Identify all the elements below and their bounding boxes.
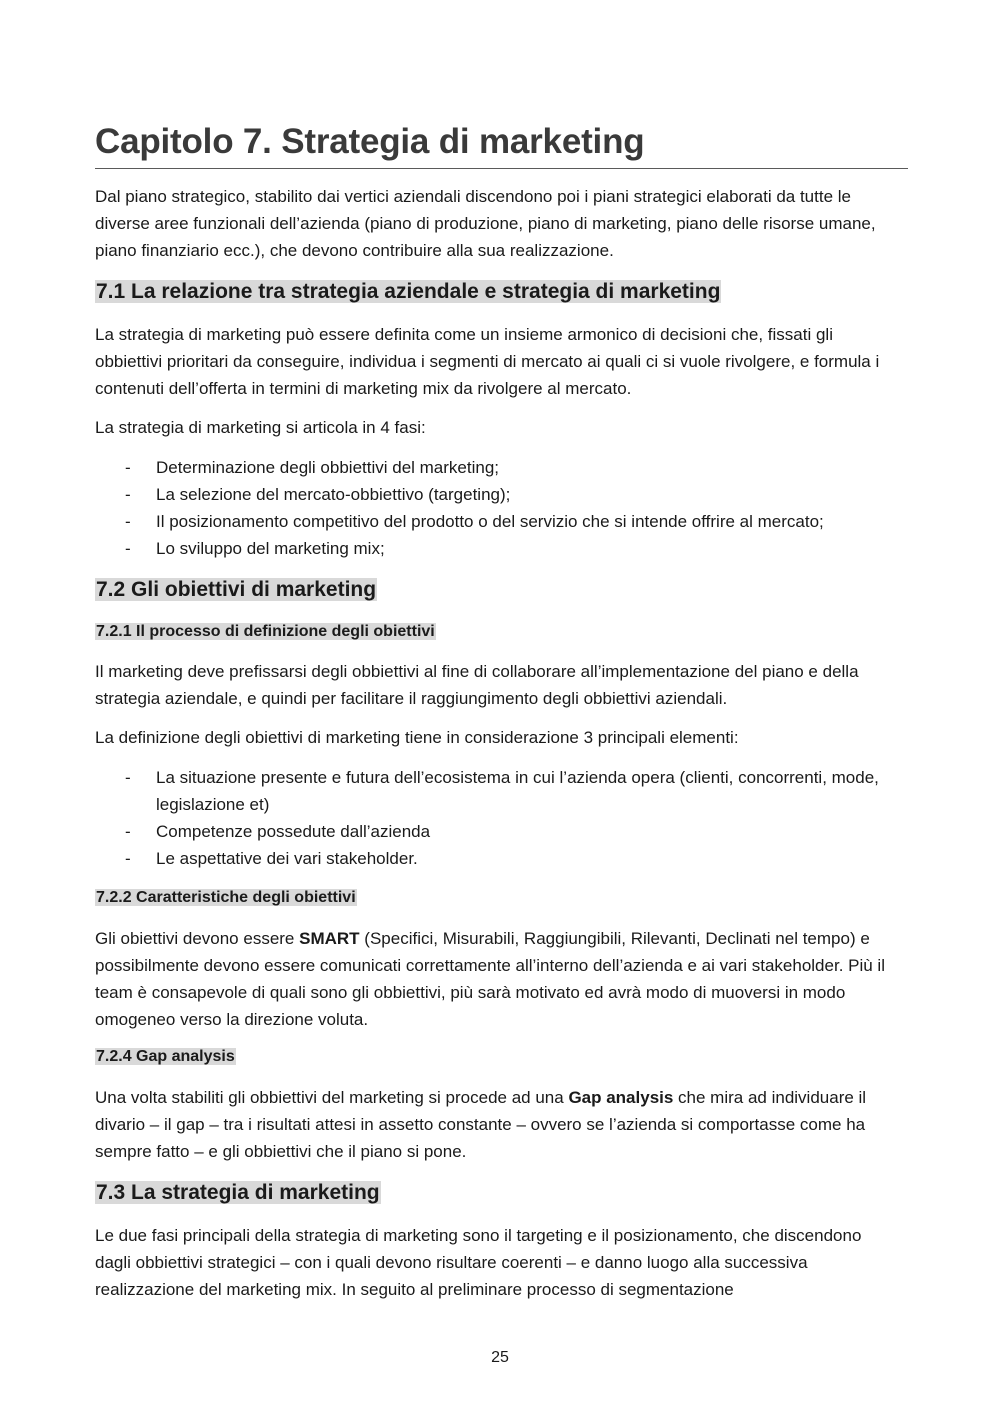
section-7-2-2-heading [95, 886, 357, 910]
list-bullet: - [125, 849, 131, 868]
intro-paragraph: Dal piano strategico, stabilito dai vertici aziendali discendono poi i piani strategici elaborati da tutte le diverse aree funzionali dell’azienda (piano di produzione, piano di marketing, piano delle risorse umane, piano finanziario ecc.), che devono contribuire alla sua realizzazione. [95, 187, 876, 260]
list-item [95, 454, 908, 481]
smart-term: SMART [299, 929, 360, 948]
section-7-1-heading-text: 7.1 La relazione tra strategia aziendale e strategia di marketing [96, 280, 721, 303]
list-item [95, 481, 908, 508]
list-bullet: - [125, 539, 131, 558]
objective-elements-list [95, 764, 908, 872]
section-7-1-heading [95, 278, 721, 306]
list-item [95, 818, 908, 845]
chapter-title: Capitolo 7. Strategia di marketing [95, 118, 908, 169]
list-item [95, 508, 908, 535]
smart-paragraph-start: Gli obiettivi devono essere [95, 929, 300, 948]
list-item-text: La selezione del mercato-obbiettivo (targeting); [156, 485, 511, 504]
list-item [95, 535, 908, 562]
list-bullet: - [125, 822, 131, 841]
list-bullet: - [125, 768, 131, 787]
list-bullet: - [125, 512, 131, 531]
section-7-3-heading-text: 7.3 La strategia di marketing [96, 1181, 380, 1204]
list-item [95, 764, 908, 818]
list-bullet: - [125, 458, 131, 477]
gap-analysis-term: Gap analysis [568, 1088, 674, 1107]
section-7-1-paragraph-2: La strategia di marketing si articola in 4 fasi: [95, 418, 426, 437]
gap-paragraph-end: che mira ad individuare il divario – il gap – tra i risultati attesi in assetto constante – ovvero se l’azienda si comportasse come ha sempre fatto – e gli obbiettivi che il piano si pone. [95, 1088, 867, 1161]
section-7-2-heading [95, 576, 377, 604]
section-7-2-1-heading-text: 7.2.1 Il processo di definizione degli obiettivi [96, 623, 435, 640]
section-7-2-1-paragraph-1: Il marketing deve prefissarsi degli obbiettivi al fine di collaborare all’implementazione del piano e della strategia aziendale, e quindi per facilitare il raggiungimento degli obbiettivi aziendali. [95, 662, 859, 708]
section-7-2-1-heading [95, 620, 436, 644]
list-bullet: - [125, 485, 131, 504]
list-item-text: Il posizionamento competitivo del prodotto o del servizio che si intende offrire al mercato; [156, 512, 824, 531]
section-7-2-4-heading-text: 7.2.4 Gap analysis [96, 1048, 235, 1065]
section-7-1-paragraph-1: La strategia di marketing può essere definita come un insieme armonico di decisioni che, fissati gli obbiettivi prioritari da conseguire, individua i segmenti di mercato ai quali ci si vuole rivolgere, e formula i contenuti dell’offerta in termini di marketing mix da rivolgere al mercato. [95, 325, 880, 398]
section-7-3-paragraph: Le due fasi principali della strategia di marketing sono il targeting e il posizionamento, che discendono dagli obbiettivi strategici – con i quali devono risultare coerenti – e danno luogo alla successiva realizzazione del marketing mix. In seguito al preliminare processo di segmentazione [95, 1226, 862, 1299]
section-7-2-heading-text: 7.2 Gli obiettivi di marketing [96, 578, 377, 601]
list-item-text: La situazione presente e futura dell’ecosistema in cui l’azienda opera (clienti, concorrenti, mode, legislazione et) [156, 768, 879, 814]
section-7-2-1-paragraph-2: La definizione degli obiettivi di marketing tiene in considerazione 3 principali elementi: [95, 728, 739, 747]
smart-paragraph-end: (Specifici, Misurabili, Raggiungibili, Rilevanti, Declinati nel tempo) e possibilmente devono essere comunicati correttamente all’interno dell’azienda e ai vari stakeholder. Più il team è consapevole di quali sono gli obbiettivi, più sarà motivato ed avrà modo di muoversi in modo omogeneo verso la direzione voluta. [95, 929, 885, 1029]
list-item-text: Competenze possedute dall’azienda [156, 822, 431, 841]
list-item-text: Le aspettative dei vari stakeholder. [156, 849, 418, 868]
section-7-2-2-paragraph [95, 925, 900, 1033]
section-7-2-2-heading-text: 7.2.2 Caratteristiche degli obiettivi [96, 889, 356, 906]
section-7-2-4-paragraph [95, 1084, 900, 1165]
gap-paragraph-start: Una volta stabiliti gli obbiettivi del marketing si procede ad una [95, 1088, 569, 1107]
page-number: 25 [491, 1349, 509, 1366]
section-7-3-heading [95, 1179, 381, 1207]
list-item [95, 845, 908, 872]
list-item-text: Lo sviluppo del marketing mix; [156, 539, 385, 558]
list-item-text: Determinazione degli obbiettivi del marketing; [156, 458, 500, 477]
marketing-phases-list [95, 454, 908, 562]
section-7-2-4-heading [95, 1045, 236, 1069]
